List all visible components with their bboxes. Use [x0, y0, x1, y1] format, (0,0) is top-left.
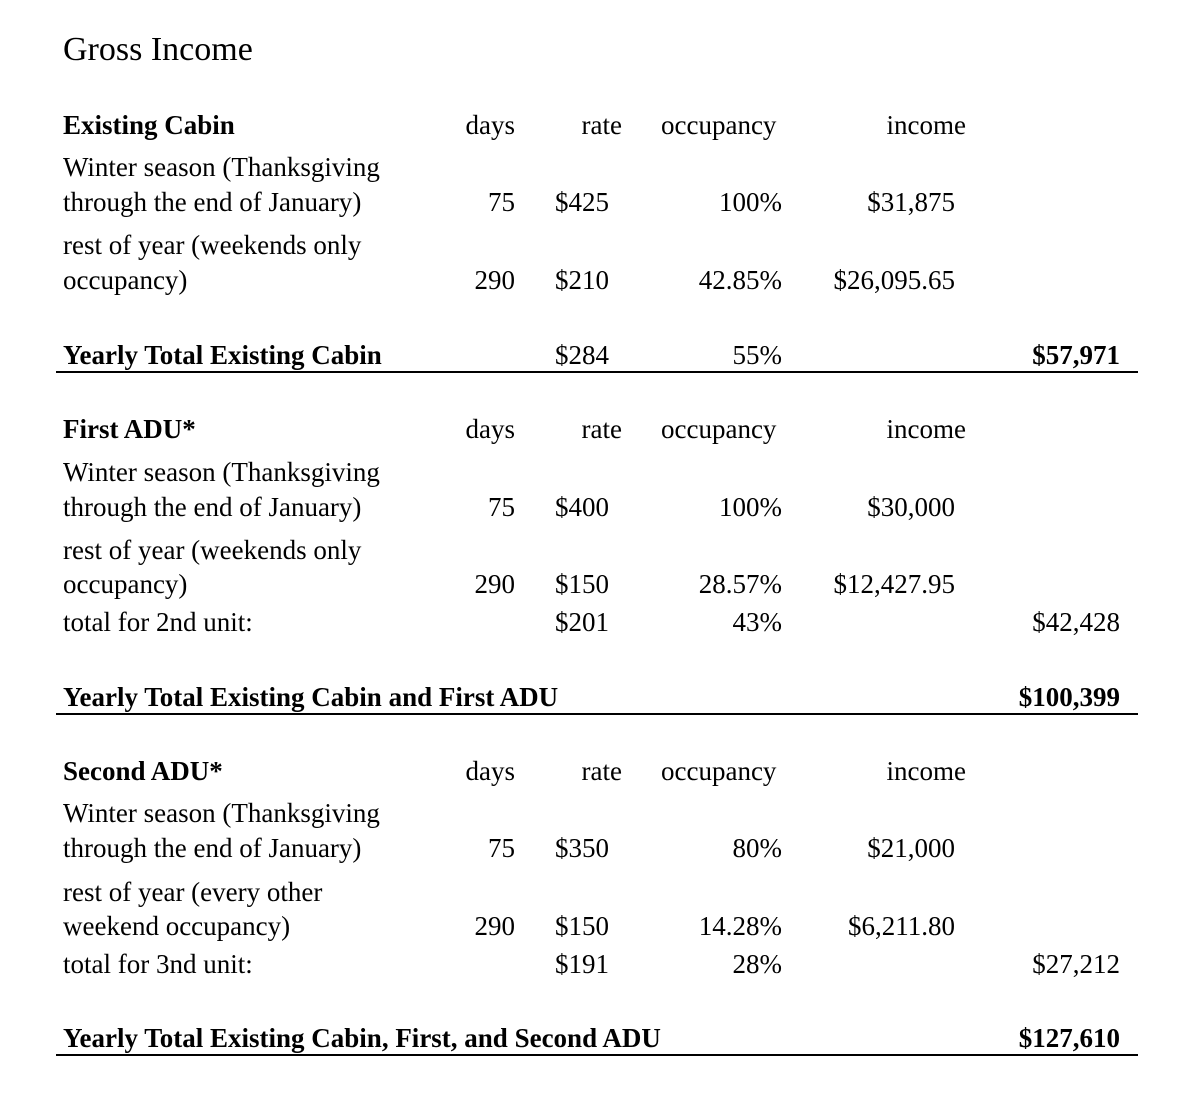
income-value: $12,427.95: [833, 569, 955, 599]
col-header-days: days: [465, 756, 515, 786]
row-label: through the end of January): [63, 492, 362, 522]
row-label: occupancy): [63, 265, 188, 295]
row-label: rest of year (every other: [63, 877, 323, 907]
row-label: through the end of January): [63, 833, 362, 863]
col-header-income: income: [886, 110, 966, 140]
days-value: 290: [474, 265, 515, 295]
second-adu-heading: Second ADU*: [63, 756, 223, 786]
days-value: 290: [474, 911, 515, 941]
existing-cabin-heading: Existing Cabin: [63, 110, 235, 140]
days-value: 75: [488, 187, 515, 217]
row-label: Winter season (Thanksgiving: [63, 798, 380, 828]
col-header-occupancy: occupancy: [661, 110, 777, 140]
col-header-income: income: [886, 756, 966, 786]
occupancy-value: 14.28%: [698, 911, 782, 941]
rate-value: $210: [555, 265, 609, 295]
yearly-total-value: $57,971: [1032, 340, 1120, 370]
income-value: $30,000: [867, 492, 955, 522]
row-label: occupancy): [63, 569, 188, 599]
row-label: weekend occupancy): [63, 911, 291, 941]
row-label: Winter season (Thanksgiving: [63, 152, 380, 182]
yearly-total-label: Yearly Total Existing Cabin, First, and Second ADU: [63, 1023, 661, 1053]
unit-total-label: total for 3nd unit:: [63, 949, 253, 979]
col-header-days: days: [465, 414, 515, 444]
section-divider: [56, 1054, 1138, 1056]
total-rate-value: $284: [555, 340, 609, 370]
days-value: 75: [488, 833, 515, 863]
income-value: $21,000: [867, 833, 955, 863]
rate-value: $350: [555, 833, 609, 863]
rate-value: $150: [555, 911, 609, 941]
unit-total-rate: $201: [555, 607, 609, 637]
first-adu-heading: First ADU*: [63, 414, 196, 444]
section-divider: [56, 371, 1138, 373]
col-header-occupancy: occupancy: [661, 414, 777, 444]
col-header-days: days: [465, 110, 515, 140]
row-label: through the end of January): [63, 187, 362, 217]
rate-value: $150: [555, 569, 609, 599]
col-header-income: income: [886, 414, 966, 444]
days-value: 75: [488, 492, 515, 522]
unit-total-occupancy: 28%: [732, 949, 782, 979]
yearly-total-value: $127,610: [1018, 1023, 1120, 1053]
unit-total-income: $27,212: [1032, 949, 1120, 979]
col-header-rate: rate: [581, 756, 622, 786]
yearly-total-label: Yearly Total Existing Cabin and First ADU: [63, 682, 559, 712]
yearly-total-label: Yearly Total Existing Cabin: [63, 340, 382, 370]
col-header-occupancy: occupancy: [661, 756, 777, 786]
occupancy-value: 100%: [719, 187, 782, 217]
col-header-rate: rate: [581, 110, 622, 140]
occupancy-value: 100%: [719, 492, 782, 522]
income-value: $26,095.65: [833, 265, 955, 295]
unit-total-label: total for 2nd unit:: [63, 607, 253, 637]
occupancy-value: 80%: [732, 833, 782, 863]
row-label: Winter season (Thanksgiving: [63, 457, 380, 487]
income-value: $6,211.80: [848, 911, 955, 941]
col-header-rate: rate: [581, 414, 622, 444]
occupancy-value: 28.57%: [698, 569, 782, 599]
yearly-total-value: $100,399: [1018, 682, 1120, 712]
unit-total-rate: $191: [555, 949, 609, 979]
occupancy-value: 42.85%: [698, 265, 782, 295]
row-label: rest of year (weekends only: [63, 230, 362, 260]
days-value: 290: [474, 569, 515, 599]
rate-value: $400: [555, 492, 609, 522]
page-title: Gross Income: [63, 31, 253, 68]
unit-total-income: $42,428: [1032, 607, 1120, 637]
section-divider: [56, 713, 1138, 715]
row-label: rest of year (weekends only: [63, 535, 362, 565]
unit-total-occupancy: 43%: [732, 607, 782, 637]
total-occupancy-value: 55%: [732, 340, 782, 370]
rate-value: $425: [555, 187, 609, 217]
income-value: $31,875: [867, 187, 955, 217]
